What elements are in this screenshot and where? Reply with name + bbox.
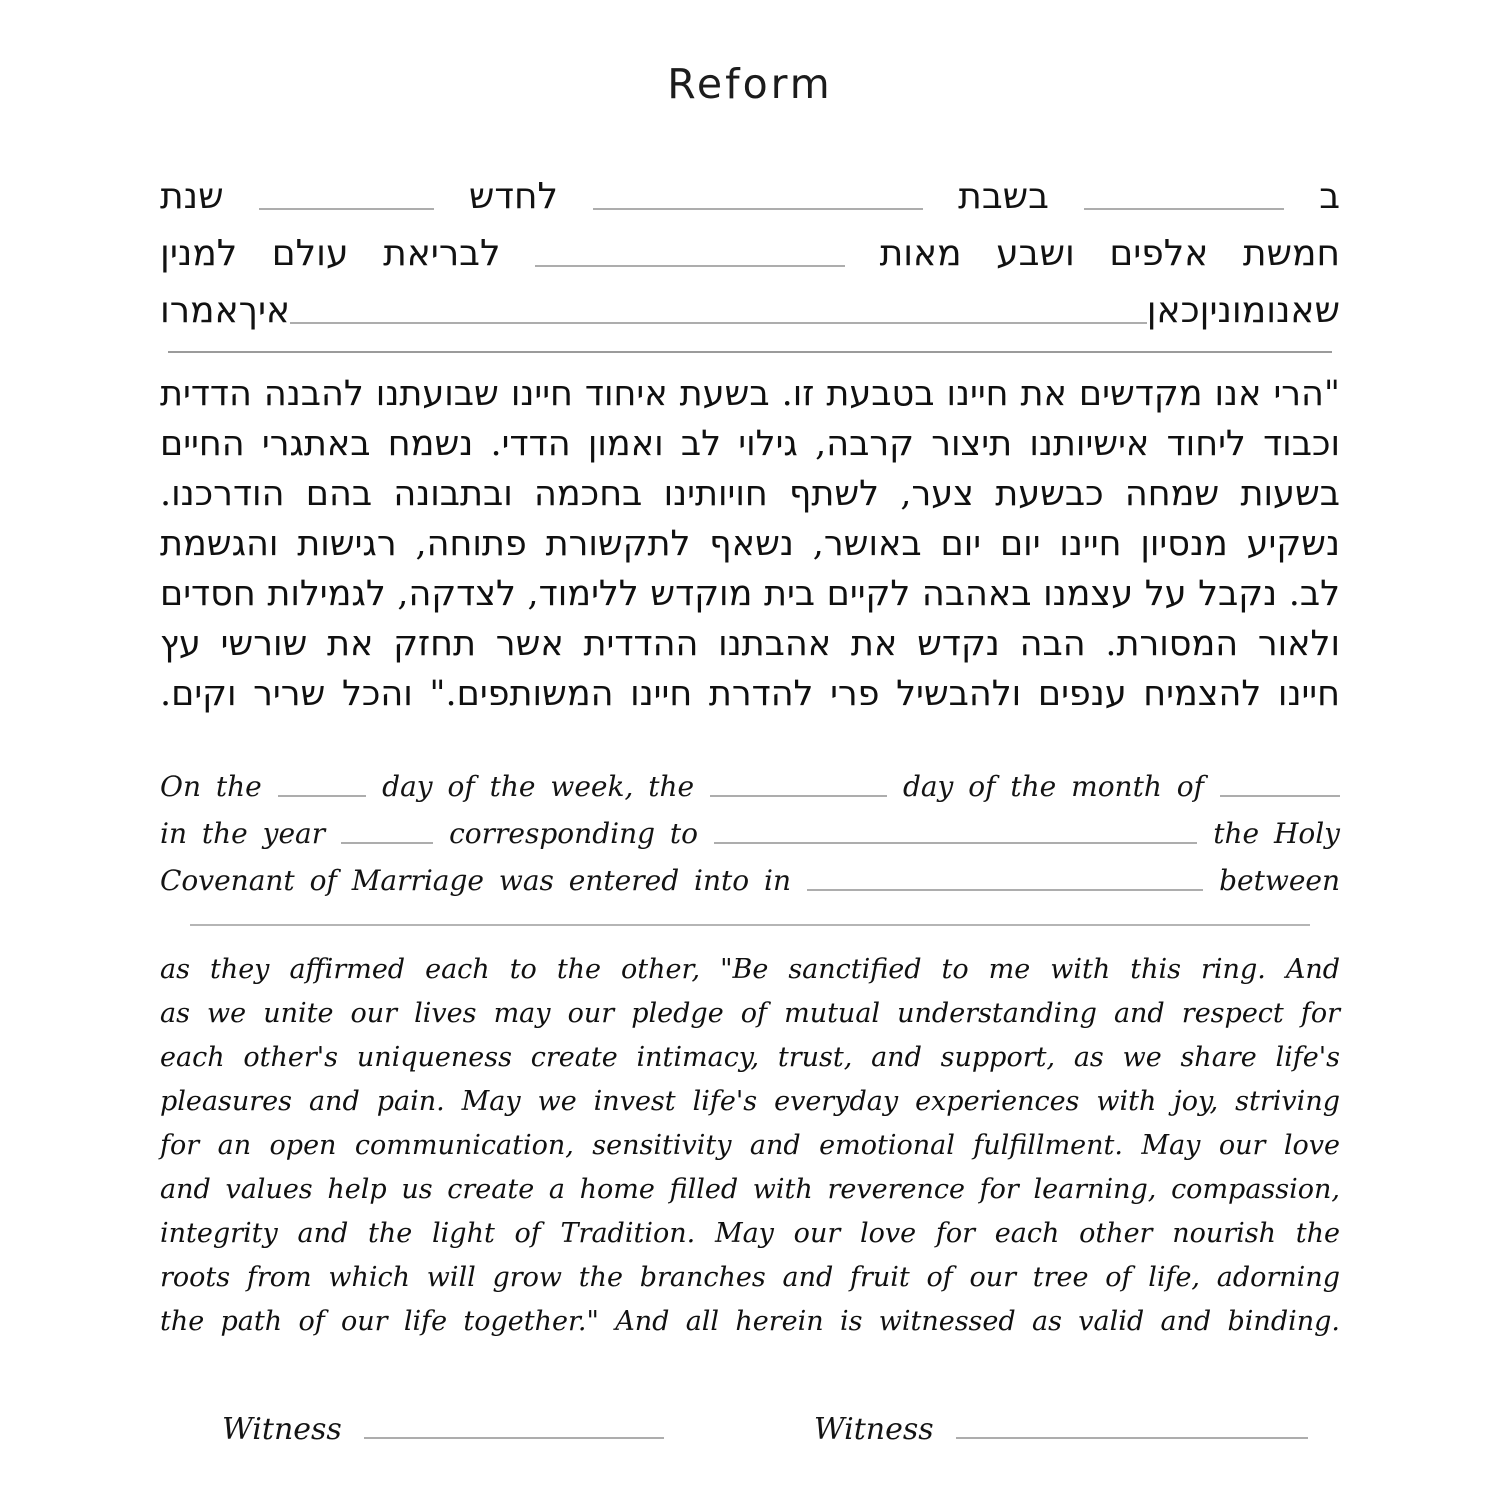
english-text-line: each other's uniqueness create intimacy, trust, and support, as we share life's: [160, 1042, 1340, 1073]
english-date-line-3: [160, 851, 1340, 898]
english-corresponding-blank[interactable]: [714, 842, 1197, 844]
english-date-line-1: [160, 757, 1340, 804]
witness-section: [0, 1402, 1500, 1500]
english-date-blank[interactable]: [710, 795, 887, 797]
hebrew-text-line: בשעות שמחה כבשעת צער, לשתף חויותינו בחכמה ובתבונה בהם הודרכנו.: [160, 474, 1340, 514]
hebrew-year-blank[interactable]: [535, 265, 845, 267]
hebrew-date-line-1: [160, 160, 1340, 217]
hebrew-date-line-3: [160, 274, 1340, 331]
english-year-blank[interactable]: [341, 842, 433, 844]
hebrew-month-blank[interactable]: [259, 208, 434, 210]
english-text-line: as we unite our lives may our pledge of mutual understanding and respect for: [160, 998, 1340, 1029]
english-fill-text: corresponding to: [449, 817, 699, 851]
english-text-line: integrity and the light of Tradition. May our love for each other nourish the: [160, 1218, 1340, 1249]
witness-label-row: [0, 1402, 1500, 1446]
hebrew-word: מונין: [1199, 289, 1267, 331]
hebrew-word: מאות: [879, 232, 962, 274]
hebrew-place-blank[interactable]: [290, 322, 1147, 324]
english-fill-text: On the: [160, 770, 262, 804]
english-fill-text: day of the week, the: [382, 770, 695, 804]
hebrew-word: עולם: [271, 232, 349, 274]
hebrew-date-blank[interactable]: [593, 208, 923, 210]
hebrew-word: בשבת: [958, 175, 1049, 217]
hebrew-word: שאנו: [1266, 289, 1340, 331]
section-divider-top: [168, 351, 1332, 353]
hebrew-word: איך: [238, 289, 291, 331]
witness-right-label: Witness: [813, 1412, 934, 1447]
hebrew-text-line: ולאור המסורת. הבה נקדש את אהבתנו ההדדית אשר תחזק את שורשי עץ: [160, 624, 1340, 664]
english-text-line: roots from which will grow the branches and fruit of our tree of life, adorning: [160, 1262, 1340, 1293]
witness-left-label: Witness: [222, 1412, 342, 1447]
hebrew-word: חמשת: [1242, 232, 1340, 274]
hebrew-text-line: "הרי אנו מקדשים את חיינו בטבעת זו. בשעת איחוד חיינו שבועתנו להבנה הדדית: [160, 374, 1340, 414]
names-blank-line[interactable]: [190, 924, 1310, 926]
english-date-line-2: [160, 804, 1340, 851]
hebrew-word: ב: [1319, 175, 1340, 217]
english-text-line: the path of our life together." And all herein is witnessed as valid and binding.: [160, 1306, 1340, 1337]
witness-right-signature-blank[interactable]: [956, 1437, 1308, 1439]
hebrew-word: למנין: [160, 232, 238, 274]
hebrew-word: שנת: [160, 175, 224, 217]
hebrew-word: לבריאת: [383, 232, 501, 274]
english-text-line: for an open communication, sensitivity and emotional fulfillment. May our love: [160, 1130, 1340, 1161]
hebrew-date-section: [160, 160, 1340, 331]
hebrew-date-line-2: [160, 217, 1340, 274]
english-date-section: [160, 757, 1340, 898]
hebrew-text-line: חיינו להצמיח ענפים ולהבשיל פרי להדרת חיינו המשותפים." והכל שריר וקים.: [160, 674, 1340, 714]
hebrew-vows-paragraph: [160, 369, 1340, 719]
english-fill-text: Covenant of Marriage was entered into in: [160, 864, 791, 898]
page-title: Reform: [667, 60, 833, 108]
hebrew-word: לחדש: [468, 175, 558, 217]
english-fill-text: between: [1219, 864, 1340, 898]
hebrew-word: אמרו: [160, 289, 239, 331]
hebrew-text-line: וכבוד ליחוד אישיותנו תיצור קרבה, גילוי לב ואמון הדדי. נשמח באתגרי החיים: [160, 424, 1340, 464]
english-text-line: and values help us create a home filled with reverence for learning, compassion,: [160, 1174, 1340, 1205]
english-place-blank[interactable]: [807, 889, 1203, 891]
english-text-line: as they affirmed each to the other, "Be sanctified to me with this ring. And: [160, 954, 1340, 985]
witness-left-signature-blank[interactable]: [364, 1437, 664, 1439]
english-fill-text: the Holy: [1213, 817, 1340, 851]
witness-second-row: [0, 1490, 1500, 1500]
english-month-blank[interactable]: [1220, 795, 1340, 797]
hebrew-text-line: נשקיע מנסיון חיינו יום יום באושר, נשאף לתקשורת פתוחה, רגישות והגשמת: [160, 524, 1340, 564]
hebrew-word: אלפים: [1109, 232, 1209, 274]
english-vows-paragraph: [160, 948, 1340, 1344]
hebrew-day-blank[interactable]: [1084, 208, 1284, 210]
english-fill-text: in the year: [160, 817, 326, 851]
hebrew-word: ושבע: [996, 232, 1075, 274]
english-day-blank[interactable]: [278, 795, 366, 797]
hebrew-text-line: לב. נקבל על עצמנו באהבה לקיים בית מוקדש ללימוד, לצדקה, לגמילות חסדים: [160, 574, 1340, 614]
english-fill-text: day of the month of: [902, 770, 1204, 804]
english-text-line: pleasures and pain. May we invest life's everyday experiences with joy, striving: [160, 1086, 1340, 1117]
hebrew-word: כאן: [1146, 289, 1200, 331]
